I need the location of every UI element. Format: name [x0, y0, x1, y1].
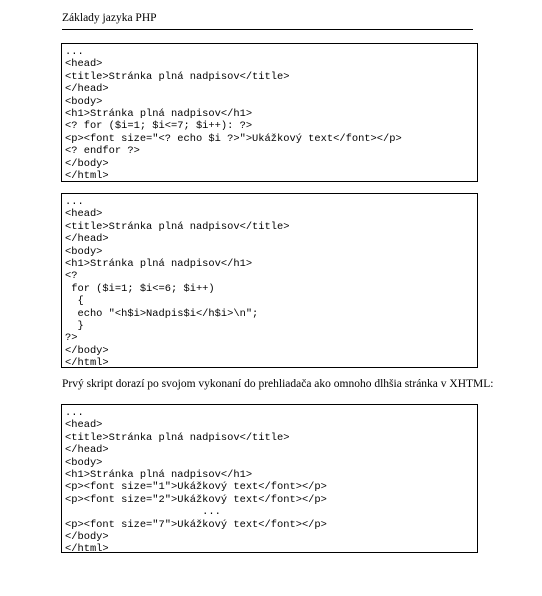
code-line: </body>: [65, 344, 109, 357]
code-line: <body>: [65, 456, 103, 469]
code-line: ?>: [65, 332, 78, 345]
code-line: </head>: [65, 233, 109, 246]
code-line: <p><font size="7">Ukážkový text</font></p>: [65, 518, 327, 531]
code-line: </body>: [65, 530, 109, 543]
code-line: <body>: [65, 245, 103, 258]
code-block-xhtml-output: [61, 404, 478, 556]
code-line: <head>: [65, 58, 103, 71]
code-block-php-echo-loop: [61, 193, 478, 368]
code-line: echo "<h$i>Nadpis$i</h$i>\n";: [65, 307, 259, 320]
header-divider: [62, 29, 473, 30]
code-line: </html>: [65, 169, 109, 182]
code-line: </head>: [65, 83, 109, 96]
code-line: </head>: [65, 444, 109, 457]
code-line: </body>: [65, 157, 109, 170]
code-line: <h1>Stránka plná nadpisov</h1>: [65, 257, 253, 270]
code-line: <p><font size="2">Ukážkový text</font></p>: [65, 493, 327, 506]
body-paragraph: Prvý skript dorazí po svojom vykonaní do prehliadača ako omnoho dlhšia stránka v XHTML:: [62, 378, 494, 390]
code-line: {: [65, 295, 84, 308]
code-line: <h1>Stránka plná nadpisov</h1>: [65, 107, 253, 120]
code-line: ...: [65, 196, 84, 208]
code-block-php-for-loop: [61, 43, 478, 182]
code-line: <title>Stránka plná nadpisov</title>: [65, 431, 290, 444]
page-header-title: Základy jazyka PHP: [62, 12, 157, 24]
code-line: <body>: [65, 95, 103, 108]
code-line: ...: [65, 46, 84, 58]
code-line: ...: [65, 506, 221, 519]
code-line: <? for ($i=1; $i<=7; $i++): ?>: [65, 120, 253, 133]
code-line: <head>: [65, 208, 103, 221]
code-line: <head>: [65, 419, 103, 432]
code-line: <title>Stránka plná nadpisov</title>: [65, 220, 290, 233]
code-line: </html>: [65, 357, 109, 370]
code-line: <p><font size="1">Ukážkový text</font></p>: [65, 481, 327, 494]
code-line: <title>Stránka plná nadpisov</title>: [65, 70, 290, 83]
code-line: for ($i=1; $i<=6; $i++): [65, 282, 215, 295]
code-line: <?: [65, 270, 78, 283]
code-line: </html>: [65, 543, 109, 556]
code-line: <p><font size="<? echo $i ?>">Ukážkový text</font></p>: [65, 132, 402, 145]
code-line: ...: [65, 407, 84, 419]
code-line: }: [65, 319, 84, 332]
code-line: <h1>Stránka plná nadpisov</h1>: [65, 468, 253, 481]
code-line: <? endfor ?>: [65, 145, 140, 158]
